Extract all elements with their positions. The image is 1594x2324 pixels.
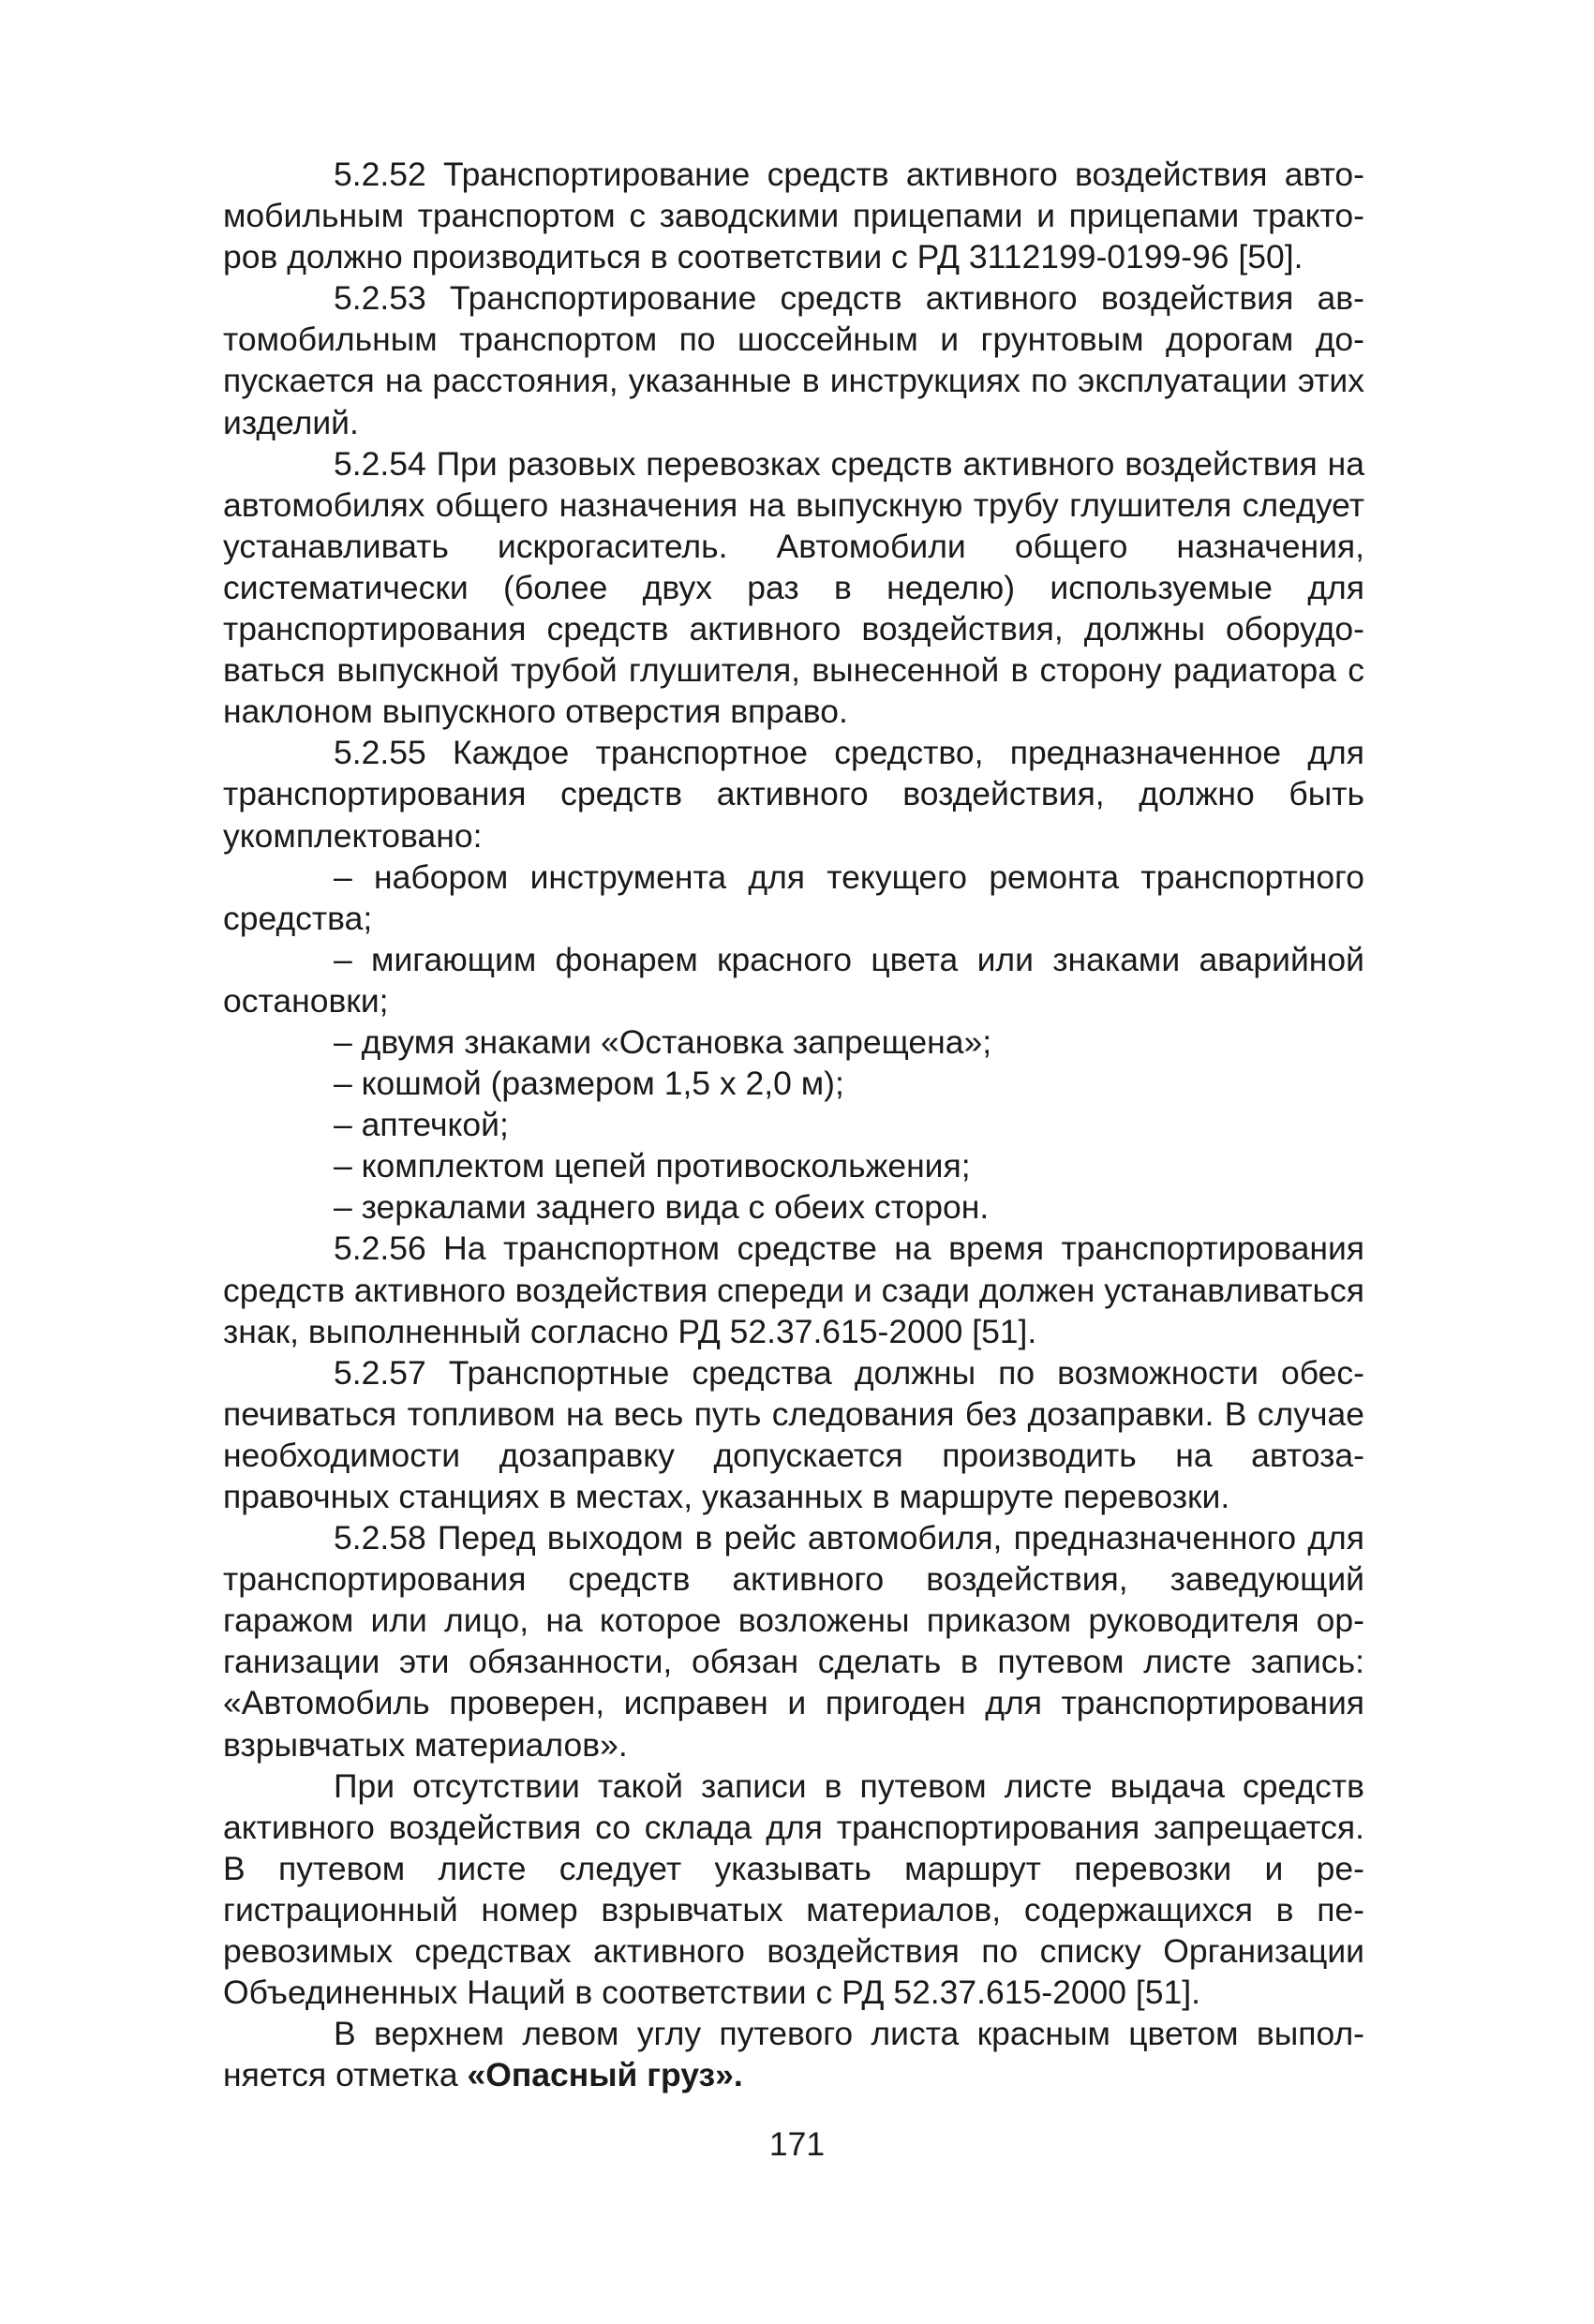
paragraph-5-2-58: 5.2.58 Перед выходом в рейс автомобиля, предназначенного для транспортирования средств активного воздействия, заведующий гаражом или лицо, на которое возложены приказом руководителя организации эти обязанности, обязан сделать в путевом листе запись: «Автомобиль проверен, исправен и пригоден для транспортирования взрывчатых материалов». bbox=[223, 1519, 1364, 1764]
list-item: – набором инструмента для текущего ремонта транспортного средства; bbox=[223, 857, 1364, 937]
paragraph-5-2-53: 5.2.53 Транспортирование средств активного воздействия автомобильным транспортом по шоссейным и грунтовым дорогам допускается на расстояния, указанные в инструкциях по эксплуатации этих изделий. bbox=[223, 279, 1364, 441]
document-page bbox=[223, 154, 1364, 2095]
list-item: – кошмой (размером 1,5 х 2,0 м); bbox=[334, 1065, 844, 1103]
paragraph-dangerous-cargo-text: В верхнем левом углу путевого листа красным цветом выполняется отметка bbox=[223, 2015, 1364, 2094]
list-item: – аптечкой; bbox=[334, 1106, 509, 1144]
dangerous-cargo-mark: «Опасный груз». bbox=[467, 2056, 743, 2094]
paragraph-absence-record: При отсутствии такой записи в путевом листе выдача средств активного воздействия со склада для транспортирования запрещается. В путевом листе следует указывать маршрут перевозки и регистрационный номер взрывчатых материалов, содержащихся в перевозимых средствах активного воздействия по списку Организации Объединенных Наций в соответствии с РД 52.37.615-2000 [51]. bbox=[223, 1766, 1364, 2012]
list-item: – комплектом цепей противоскольжения; bbox=[334, 1147, 971, 1185]
paragraph-5-2-57: 5.2.57 Транспортные средства должны по возможности обеспечиваться топливом на весь путь следования без дозаправки. В случае необходимости дозаправку допускается производить на автозаправочных станциях в местах, указанных в маршруте перевозки. bbox=[223, 1353, 1364, 1515]
list-item: – зеркалами заднего вида с обеих сторон. bbox=[334, 1188, 990, 1227]
paragraph-5-2-52: 5.2.52 Транспортирование средств активного воздействия автомобильным транспортом с заводскими прицепами и прицепами тракторов должно производиться в соответствии с РД 3112199-0199-96 [50]. bbox=[223, 156, 1364, 276]
paragraph-5-2-56: 5.2.56 На транспортном средстве на время транспортирования средств активного воздействия спереди и сзади должен устанавливаться знак, выполненный согласно РД 52.37.615-2000 [51]. bbox=[223, 1229, 1364, 1350]
page-number: 171 bbox=[768, 2125, 826, 2163]
paragraph-5-2-54: 5.2.54 При разовых перевозках средств активного воздействия на автомобилях общего назначения на выпускную трубу глушителя следует устанавливать искрогаситель. Автомобили общего назначения, систематически (более двух раз в неделю) используемые для транспортирования средств активного воздействия, должны оборудоваться выпускной трубой глушителя, вынесенной в сторону радиатора с наклоном выпускного отверстия вправо. bbox=[223, 444, 1364, 731]
list-item: – мигающим фонарем красного цвета или знаками аварийной остановки; bbox=[223, 940, 1364, 1020]
paragraph-5-2-55: 5.2.55 Каждое транспортное средство, предназначенное для транспортирования средств активного воздействия, должно быть укомплектовано: bbox=[223, 734, 1364, 855]
list-item: – двумя знаками «Остановка запрещена»; bbox=[334, 1022, 992, 1061]
paragraph-dangerous-cargo bbox=[223, 2013, 1364, 2095]
